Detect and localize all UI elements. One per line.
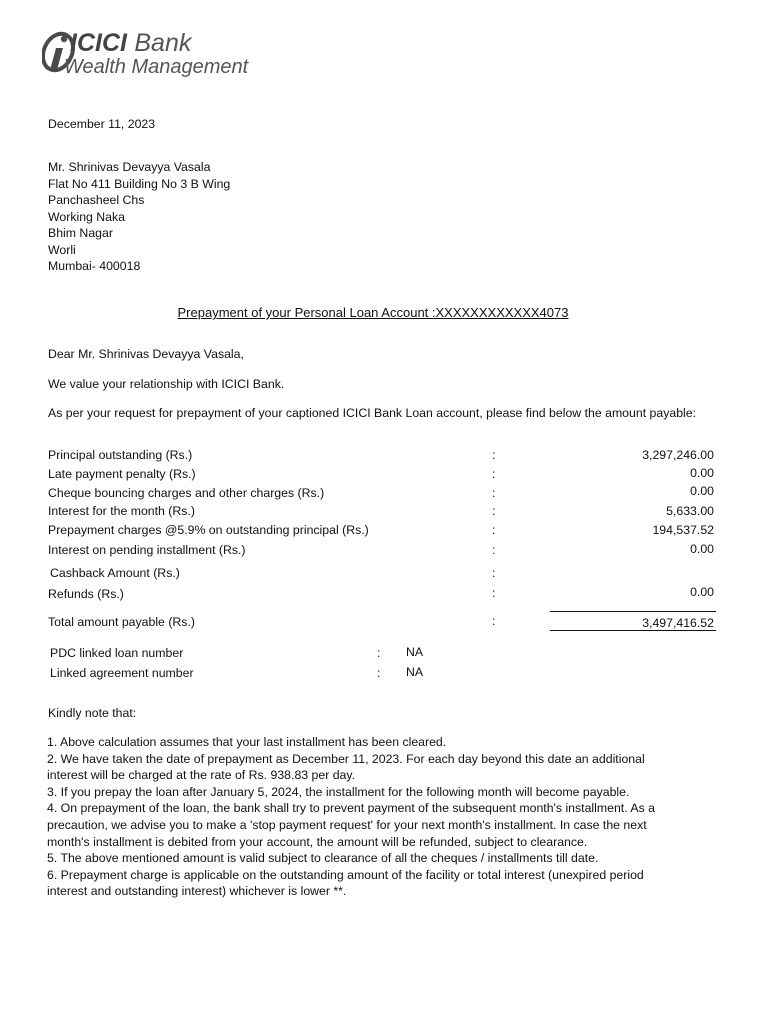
- address-line: Working Naka: [48, 209, 125, 224]
- address-line: Panchasheel Chs: [48, 193, 145, 207]
- charge-label: Cheque bouncing charges and other charges (Rs.): [48, 486, 325, 500]
- charge-label: Interest for the month (Rs.): [48, 504, 195, 518]
- note-line: month's installment is debited from your account, the amount will be refunded, subject to clearance.: [47, 834, 588, 849]
- salutation: Dear Mr. Shrinivas Devayya Vasala,: [48, 347, 244, 361]
- logo-bank: Bank: [134, 29, 192, 57]
- address-line: Worli: [48, 242, 76, 257]
- notes-heading: Kindly note that:: [48, 706, 137, 720]
- note-line: 5. The above mentioned amount is valid subject to clearance of all the cheques / installments till date.: [47, 851, 599, 866]
- total-rule-bottom: [550, 630, 716, 631]
- icici-logo: [42, 28, 322, 80]
- relationship-line: We value your relationship with ICICI Bank.: [48, 377, 285, 391]
- charge-value: 0.00: [690, 585, 714, 599]
- total-label: Total amount payable (Rs.): [48, 615, 195, 629]
- notes-list: [47, 734, 737, 900]
- total-value: 3,497,416.52: [642, 616, 714, 630]
- recipient-address: [48, 159, 230, 275]
- linked-colon: :: [377, 646, 381, 660]
- charge-label: Interest on pending installment (Rs.): [48, 543, 246, 557]
- request-paragraph: As per your request for prepayment of your captioned ICICI Bank Loan account, please find below the amount payable:: [48, 406, 697, 420]
- linked-colon: :: [377, 666, 381, 680]
- charge-label: Principal outstanding (Rs.): [48, 448, 193, 462]
- subject-text: Prepayment of your Personal Loan Account :XXXXXXXXXXXX4073: [177, 305, 569, 320]
- charge-label: Prepayment charges @5.9% on outstanding principal (Rs.): [48, 523, 369, 537]
- total-rule-top: [550, 611, 716, 612]
- letter-subject: [0, 305, 746, 322]
- note-line: 6. Prepayment charge is applicable on the outstanding amount of the facility or total interest (unexpired period: [47, 867, 644, 882]
- charge-value: 0.00: [690, 542, 714, 556]
- linked-label: PDC linked loan number: [50, 646, 184, 660]
- total-colon: :: [492, 614, 496, 628]
- charge-colon: :: [492, 586, 496, 600]
- charge-label: Late payment penalty (Rs.): [48, 467, 196, 481]
- charge-colon: :: [492, 543, 496, 557]
- charge-colon: :: [492, 523, 496, 537]
- charge-value: 0.00: [690, 466, 714, 480]
- charge-colon: :: [492, 566, 496, 580]
- address-line: Bhim Nagar: [48, 226, 113, 240]
- logo-brand: ICICI: [70, 29, 127, 57]
- charge-value: 194,537.52: [652, 523, 714, 537]
- letter-date: December 11, 2023: [48, 117, 156, 131]
- charge-value: 3,297,246.00: [642, 448, 714, 462]
- logo-brand-text: [70, 29, 193, 57]
- address-line: Mumbai- 400018: [48, 259, 141, 273]
- charge-colon: :: [492, 467, 496, 481]
- note-line: 3. If you prepay the loan after January 5, 2024, the installment for the following month will become payable.: [47, 784, 630, 799]
- linked-value: NA: [406, 665, 424, 679]
- charge-value: 0.00: [690, 484, 714, 498]
- charge-value: 5,633.00: [666, 504, 714, 518]
- note-line: interest and outstanding interest) whichever is lower **.: [47, 884, 347, 899]
- charge-colon: :: [492, 504, 496, 518]
- note-line: 4. On prepayment of the loan, the bank shall try to prevent payment of the subsequent month's installment. As a: [47, 801, 655, 816]
- address-line: Flat No 411 Building No 3 B Wing: [48, 176, 231, 191]
- charge-colon: :: [492, 448, 496, 462]
- note-line: precaution, we advise you to make a 'stop payment request' for your next month's installment. In case the next: [47, 817, 647, 832]
- charge-colon: :: [492, 486, 496, 500]
- note-line: interest will be charged at the rate of Rs. 938.83 per day.: [47, 768, 356, 783]
- note-line: 1. Above calculation assumes that your last installment has been cleared.: [47, 735, 447, 749]
- charge-label: Cashback Amount (Rs.): [50, 566, 180, 580]
- linked-value: NA: [406, 645, 424, 659]
- note-line: 2. We have taken the date of prepayment as December 11, 2023. For each day beyond this date an additional: [47, 751, 645, 766]
- logo-division: Wealth Management: [64, 56, 249, 78]
- address-line: Mr. Shrinivas Devayya Vasala: [48, 160, 211, 174]
- charge-label: Refunds (Rs.): [48, 587, 124, 601]
- linked-label: Linked agreement number: [50, 666, 194, 680]
